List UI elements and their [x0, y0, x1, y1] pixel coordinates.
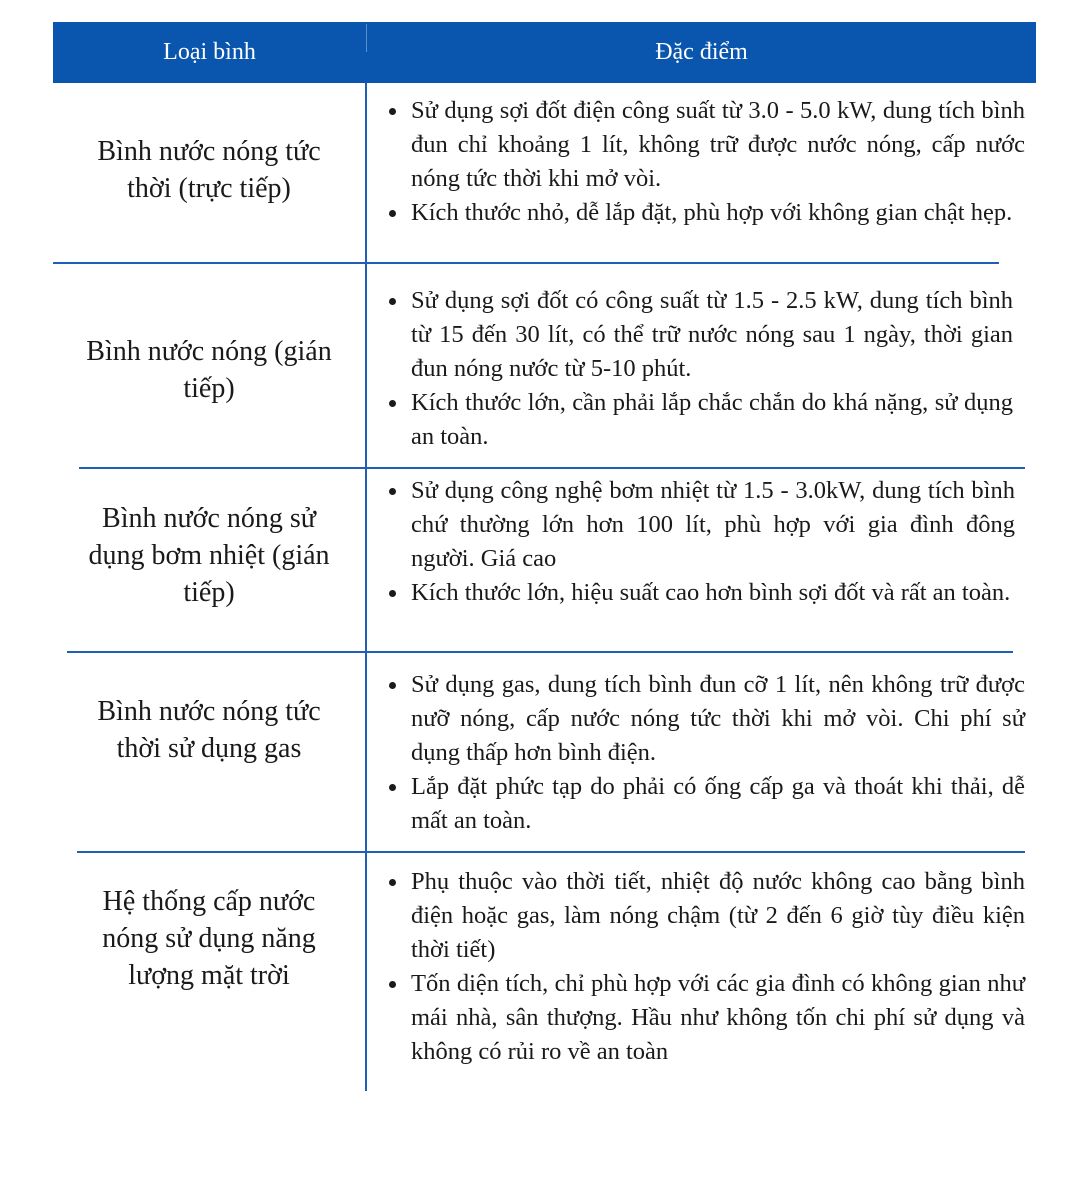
feature-item: Sử dụng sợi đốt điện công suất từ 3.0 - 5.0 kW, dung tích bình đun chỉ khoảng 1 lít, không trữ được nước nóng, cấp nước nóng tức thời khi mở vòi.	[383, 94, 1025, 196]
row-features	[383, 284, 1013, 454]
feature-item: Sử dụng công nghệ bơm nhiệt từ 1.5 - 3.0kW, dung tích bình chứ thường lớn hơn 100 lít, phù hợp với gia đình đông người. Giá cao	[383, 474, 1015, 576]
feature-item: Lắp đặt phức tạp do phải có ống cấp ga và thoát khi thải, dễ mất an toàn.	[383, 770, 1025, 838]
row-divider	[77, 851, 1025, 853]
feature-item: Phụ thuộc vào thời tiết, nhiệt độ nước không cao bằng bình điện hoặc gas, làm nóng chậm (từ 2 đến 6 giờ tùy điều kiện thời tiết)	[383, 865, 1025, 967]
table-header	[53, 22, 1036, 83]
row-features	[383, 94, 1025, 230]
column-divider	[365, 83, 367, 1091]
feature-item: Sử dụng sợi đốt có công suất từ 1.5 - 2.5 kW, dung tích bình từ 15 đến 30 lít, có thể trữ nước nóng sau 1 ngày, thời gian đun nóng nước từ 5-10 phút.	[383, 284, 1013, 386]
header-features: Đặc điểm	[655, 39, 748, 65]
row-type: Bình nước nóng (gián tiếp)	[86, 336, 332, 404]
feature-item: Kích thước nhỏ, dễ lắp đặt, phù hợp với không gian chật hẹp.	[383, 196, 1025, 230]
row-features	[383, 668, 1025, 838]
row-features	[383, 474, 1015, 610]
row-divider	[79, 467, 1025, 469]
feature-item: Kích thước lớn, cần phải lắp chắc chắn do khá nặng, sử dụng an toàn.	[383, 386, 1013, 454]
feature-item: Sử dụng gas, dung tích bình đun cỡ 1 lít, nên không trữ được nưỡ nóng, cấp nước nóng tức thời khi mở vòi. Chi phí sử dụng thấp hơn bình điện.	[383, 668, 1025, 770]
row-type: Bình nước nóng tức thời sử dụng gas	[97, 696, 321, 764]
feature-item: Kích thước lớn, hiệu suất cao hơn bình sợi đốt và rất an toàn.	[383, 576, 1015, 610]
row-features	[383, 865, 1025, 1069]
row-type: Bình nước nóng tức thời (trực tiếp)	[97, 136, 321, 204]
row-divider	[67, 651, 1013, 653]
row-divider	[53, 262, 999, 264]
feature-item: Tốn diện tích, chỉ phù hợp với các gia đình có không gian như mái nhà, sân thượng. Hầu như không tốn chi phí sử dụng và không có rủi ro về an toàn	[383, 967, 1025, 1069]
row-type: Bình nước nóng sử dụng bơm nhiệt (gián tiếp)	[88, 503, 330, 608]
header-type: Loại bình	[163, 39, 256, 65]
row-type: Hệ thống cấp nước nóng sử dụng năng lượng mặt trời	[102, 886, 316, 991]
